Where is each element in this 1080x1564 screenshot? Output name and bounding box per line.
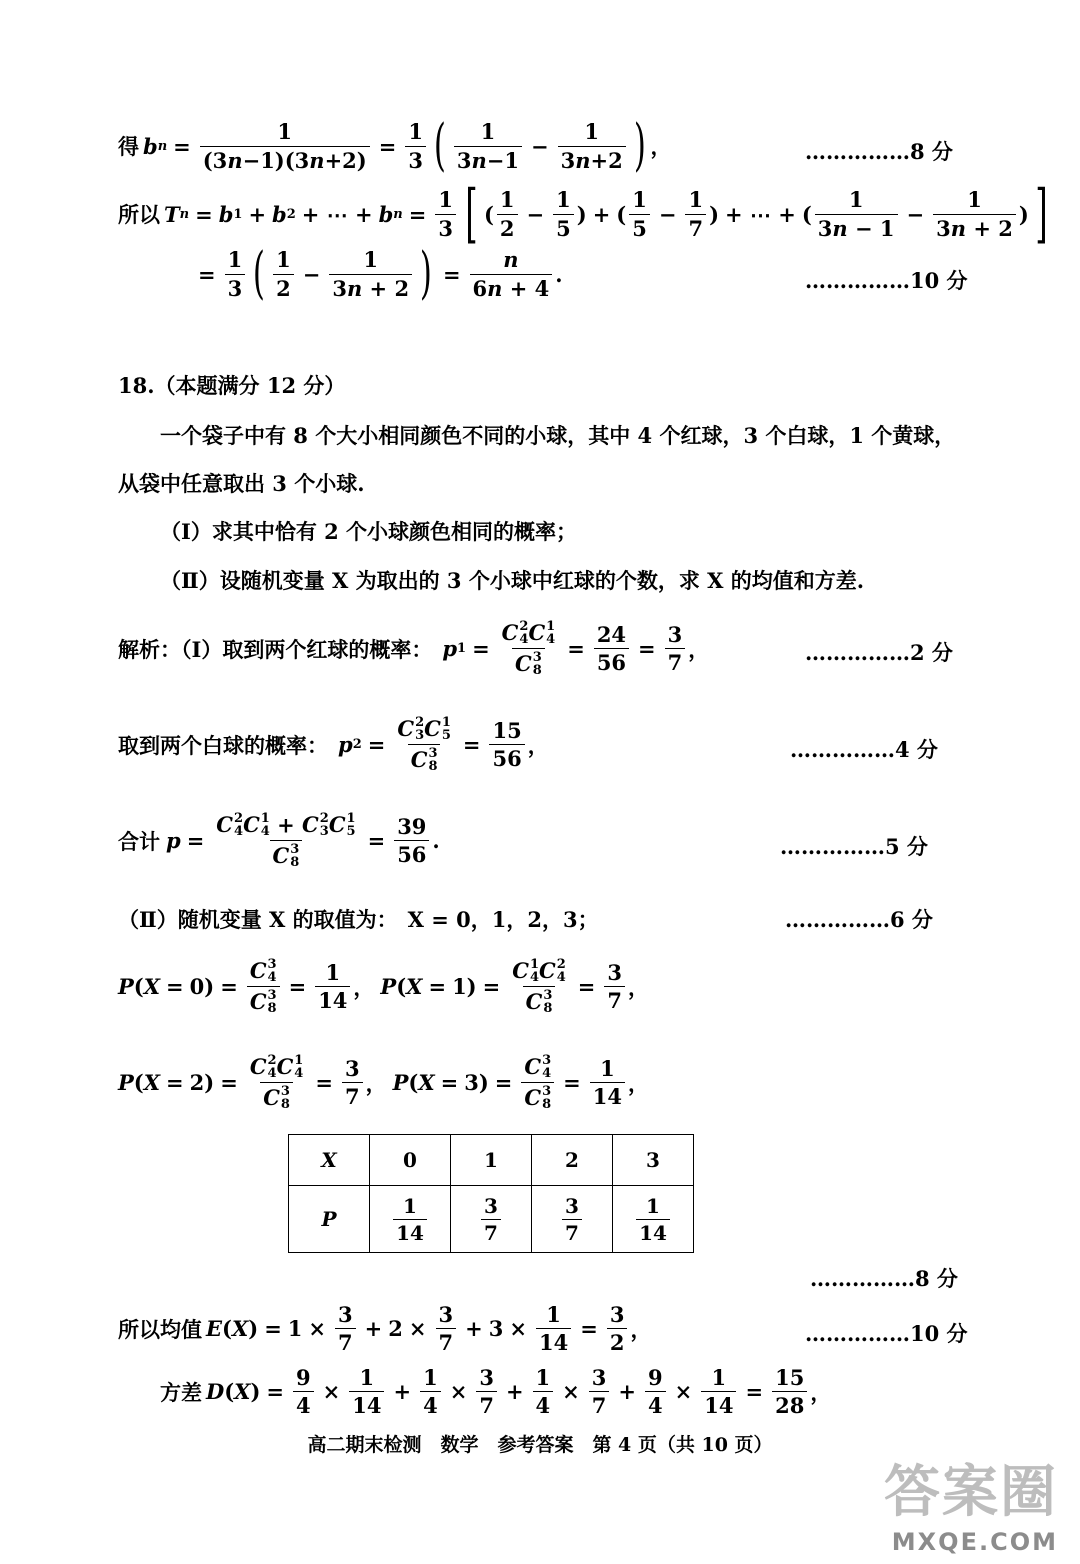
formula-mean: 所以均值 E ( X ) = 1 × $\frac{3}{7}$ + 2 × $\frac{3}{7}$ + 3 × $\frac{1}{14}$ = $\frac{3}{2}$ ， <box>118 1302 652 1356</box>
formula-variance: 方差 D ( X ) = $\frac{9}{4}$ × $\frac{1}{14}$ + $\frac{1}{4}$ × $\frac{3}{7}$ + $\frac{1}{4}$ × $\frac{3}{7}$ + $\frac{9}{4}$ × $\frac{1}{14}$ = $\frac{15}{28}$ ， <box>160 1365 832 1419</box>
score-10-first: ……………10 分 <box>805 268 968 293</box>
table-header-cell: 0 <box>370 1135 451 1186</box>
score-8-second: ……………8 分 <box>810 1266 958 1291</box>
formula-total: 合计 p = C 2 4 C 1 4 + C 2 3 C 1 5 C 3 8 = $\frac{39}{56}$ . <box>118 811 440 870</box>
formula-tn: 所以 T n = b 1 + b 2 + ⋯ + b n = $\frac{1}{3}$ [ ( $\frac{1}{2}$ − $\frac{1}{5}$ ) + ( $\frac{1}{5}$ − $\frac{1}{7}$ ) + ⋯ + ( $\frac{1}{3n - 1}$ − $\frac{1}{3n + 2}$ ) ] <box>118 177 1048 251</box>
tn-prefix: 所以 <box>118 202 160 227</box>
watermark-title: 答案圈 <box>884 1460 1058 1525</box>
table-prob-row <box>289 1186 694 1253</box>
problem-text-2: 从袋中任意取出 3 个小球. <box>118 471 365 496</box>
table-prob-cell: $\frac{1}{14}$ <box>370 1186 451 1253</box>
watermark-url: MXQE.COM <box>891 1528 1058 1556</box>
table-prob-cell: $\frac{1}{14}$ <box>613 1186 694 1253</box>
table-row-label: P <box>289 1186 370 1253</box>
formula-p1: 解析：（Ⅰ）取到两个红球的概率： p 1 = C 2 4 C 1 4 C 3 8 = $\frac{24}{56}$ = $\frac{3}{7}$ ， <box>118 619 710 678</box>
formula-tn-result: = $\frac{1}{3}$ ( $\frac{1}{2}$ − $\frac{1}{3n + 2}$ ) = $\frac{n}{6n + 4}$ . <box>198 241 563 306</box>
part2-values-line <box>118 904 599 934</box>
formula-px0-px1: P ( X = 0) = C 3 4 C 3 8 = $\frac{1}{14}$ ， P ( X = 1) = C 1 4 C 2 4 C 3 8 = $\frac{3}{7}$ ， <box>118 957 649 1016</box>
table-header-cell: 1 <box>451 1135 532 1186</box>
score-2: ……………2 分 <box>805 640 953 665</box>
score-4: ……………4 分 <box>790 737 938 762</box>
part2-prefix: （Ⅱ）随机变量 X 的取值为： <box>118 907 398 932</box>
question-2: （Ⅱ）设随机变量 X 为取出的 3 个小球中红球的个数，求 X 的均值和方差. <box>160 568 865 593</box>
formula-px2-px3: P ( X = 2) = C 2 4 C 1 4 C 3 8 = $\frac{3}{7}$ ， P ( X = 3) = C 3 4 C 3 8 = $\frac{1}{14}$ ， <box>118 1053 649 1112</box>
total-prefix: 合计 <box>118 828 160 854</box>
score-5: ……………5 分 <box>780 834 928 859</box>
score-10-second: ……………10 分 <box>805 1321 968 1346</box>
formula-bn: 得 b n = $\frac{1}{(3n-1)(3n+2)}$ = $\frac{1}{3}$ ( $\frac{1}{3n-1}$ − $\frac{1}{3n+2}$ ) ， <box>118 113 672 178</box>
formula-p2: 取到两个白球的概率： p 2 = C 2 3 C 1 5 C 3 8 = $\frac{15}{56}$ ， <box>118 715 549 774</box>
part2-values: X = 0，1，2，3； <box>407 907 599 932</box>
question-1: （Ⅰ）求其中恰有 2 个小球颜色相同的概率； <box>160 519 578 544</box>
table-header-cell: 2 <box>532 1135 613 1186</box>
table-header-row <box>289 1135 694 1186</box>
page-footer: 高二期末检测 数学 参考答案 第 4 页（共 10 页） <box>307 1434 773 1456</box>
table-prob-cell: $\frac{3}{7}$ <box>532 1186 613 1253</box>
white-prefix: 取到两个白球的概率： <box>118 732 328 758</box>
table-prob-cell: $\frac{3}{7}$ <box>451 1186 532 1253</box>
variance-prefix: 方差 <box>160 1379 202 1405</box>
solution-prefix: 解析：（Ⅰ）取到两个红球的概率： <box>118 636 433 662</box>
score-6: ……………6 分 <box>785 907 933 932</box>
problem-text-1: 一个袋子中有 8 个大小相同颜色不同的小球，其中 4 个红球，3 个白球，1 个黄球， <box>160 423 956 448</box>
bn-prefix: 得 <box>118 134 139 159</box>
distribution-table <box>288 1134 694 1253</box>
table-header-cell: 3 <box>613 1135 694 1186</box>
score-8-first: ……………8 分 <box>805 139 953 164</box>
watermark-logo <box>884 1448 1058 1556</box>
table-header-x: X <box>289 1135 370 1186</box>
mean-prefix: 所以均值 <box>118 1316 202 1342</box>
section-title-18: 18.（本题满分 12 分） <box>118 373 346 398</box>
